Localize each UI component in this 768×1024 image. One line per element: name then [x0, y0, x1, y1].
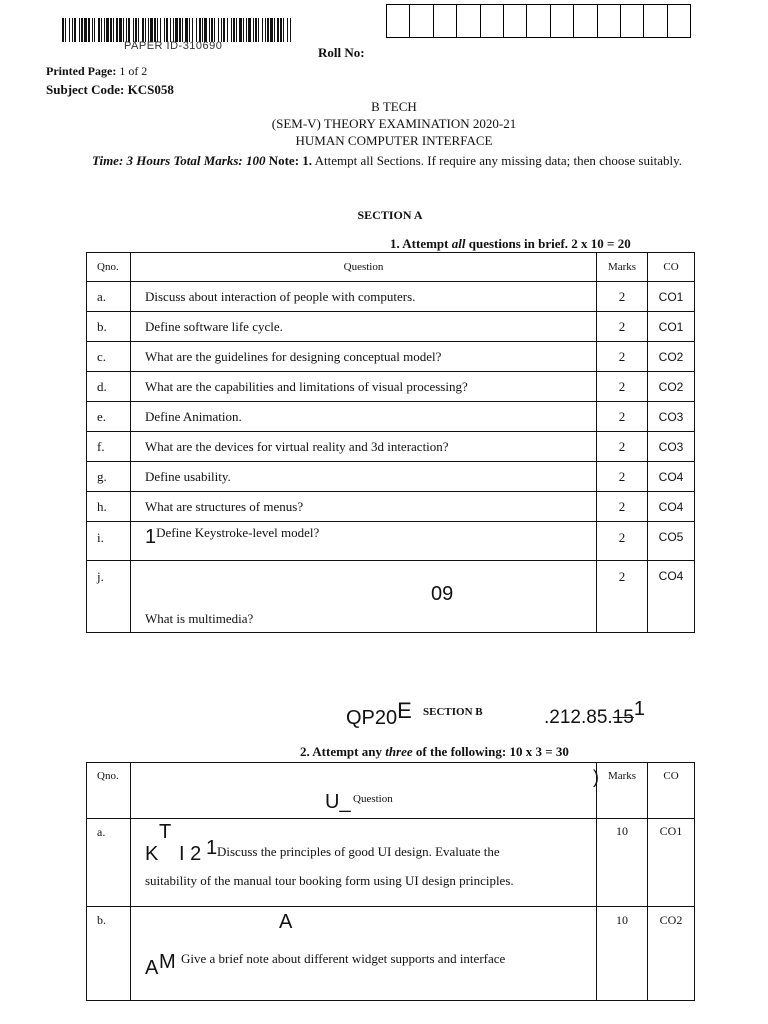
row-marks: 10: [597, 819, 648, 907]
noise-am-a: A: [145, 957, 159, 979]
table-header-row: [87, 763, 695, 819]
header-qno: Qno.: [87, 763, 131, 819]
barcode: [62, 18, 292, 42]
noise-ip: .212.85.151: [544, 698, 645, 728]
table-header-row: [87, 253, 695, 282]
roll-no-box[interactable]: [527, 4, 550, 38]
row-co: CO2: [648, 907, 695, 1001]
noise-09: 09: [431, 583, 454, 605]
header-marks: ) Marks: [597, 763, 648, 819]
note-text: Attempt all Sections. If require any missing data; then choose suitably.: [314, 153, 683, 168]
noise-qp20: QP20E: [346, 698, 412, 729]
table-row: [87, 462, 695, 492]
table-row: [87, 282, 695, 312]
row-marks: 2: [597, 312, 648, 342]
roll-no-box[interactable]: [504, 4, 527, 38]
row-co: CO1: [648, 819, 695, 907]
row-question: [131, 561, 597, 633]
course-title: B TECH: [371, 99, 417, 114]
question-text: What is multimedia?: [145, 611, 254, 626]
row-question: [131, 522, 597, 561]
table-row: [87, 402, 695, 432]
row-question: What are the capabilities and limitations of visual processing?: [131, 372, 597, 402]
table-row: [87, 522, 695, 561]
roll-no-box[interactable]: [387, 4, 410, 38]
subject-title: HUMAN COMPUTER INTERFACE: [295, 133, 493, 148]
row-qno: a.: [87, 819, 131, 907]
row-qno: g.: [87, 462, 131, 492]
noise-u: U_: [325, 791, 351, 813]
row-qno: c.: [87, 342, 131, 372]
noise-sup1: 1: [206, 837, 218, 859]
row-qno: h.: [87, 492, 131, 522]
section-a-table: [86, 252, 695, 633]
row-co: CO5: [648, 522, 695, 561]
header-question: Question: [131, 253, 597, 282]
roll-no-box[interactable]: [644, 4, 667, 38]
row-question: Define software life cycle.: [131, 312, 597, 342]
row-qno: d.: [87, 372, 131, 402]
row-co: CO4: [648, 492, 695, 522]
paper-id: PAPER ID-310690: [124, 40, 223, 52]
noise-a: A: [279, 911, 293, 933]
roll-no-box[interactable]: [551, 4, 574, 38]
roll-no-box[interactable]: [410, 4, 433, 38]
instructions: [92, 149, 682, 173]
roll-no-box[interactable]: [621, 4, 644, 38]
roll-no-boxes[interactable]: [386, 4, 691, 38]
section-b-table: [86, 762, 695, 1001]
row-question: [131, 907, 597, 1001]
header-co: CO: [648, 253, 695, 282]
row-co: CO4: [648, 561, 695, 633]
printed-page-value: 1 of 2: [119, 64, 148, 78]
row-question: What are the guidelines for designing conceptual model?: [131, 342, 597, 372]
roll-no-box[interactable]: [598, 4, 621, 38]
row-marks: 2: [597, 462, 648, 492]
row-question: Discuss about interaction of people with computers.: [131, 282, 597, 312]
row-co: CO2: [648, 372, 695, 402]
noise-t: T: [159, 821, 172, 843]
question-line-1: Give a brief note about different widget supports and interface: [181, 951, 506, 966]
row-qno: e.: [87, 402, 131, 432]
exam-title: (SEM-V) THEORY EXAMINATION 2020-21: [271, 116, 517, 131]
subject-code: Subject Code: KCS058: [46, 82, 174, 97]
noise-k: K: [145, 843, 159, 865]
section-b-instruction: 2. Attempt any three of the following: 10 x 3 = 30: [300, 744, 569, 759]
row-marks: 2: [597, 522, 648, 561]
row-marks: 2: [597, 561, 648, 633]
row-marks: 2: [597, 432, 648, 462]
roll-no-box[interactable]: [457, 4, 480, 38]
row-co: CO3: [648, 402, 695, 432]
header-question-label: Question: [353, 793, 393, 805]
table-row: [87, 432, 695, 462]
row-qno: j.: [87, 561, 131, 633]
row-qno: i.: [87, 522, 131, 561]
note-label: Note: 1.: [268, 153, 313, 168]
row-question: What are the devices for virtual reality and 3d interaction?: [131, 432, 597, 462]
header-marks: Marks: [597, 253, 648, 282]
roll-no-box[interactable]: [574, 4, 597, 38]
section-b-title: SECTION B: [423, 706, 483, 718]
row-marks: 2: [597, 282, 648, 312]
noise-i2: I 2: [179, 843, 202, 865]
row-co: CO3: [648, 432, 695, 462]
row-co: CO1: [648, 282, 695, 312]
row-co: CO1: [648, 312, 695, 342]
roll-no-box[interactable]: [481, 4, 504, 38]
section-a-instruction: 1. Attempt all questions in brief. 2 x 10 = 20: [390, 236, 631, 251]
noise-am-m: M: [159, 951, 176, 973]
section-a-title: SECTION A: [357, 208, 423, 222]
table-row: [87, 312, 695, 342]
table-row: [87, 907, 695, 1001]
row-marks: 2: [597, 342, 648, 372]
time-marks: Time: 3 Hours Total Marks: 100: [92, 153, 266, 168]
noise-prefix: 1: [145, 526, 157, 548]
roll-no-box[interactable]: [668, 4, 691, 38]
header-co: CO: [648, 763, 695, 819]
noise-paren: ): [593, 767, 599, 787]
header-qno: Qno.: [87, 253, 131, 282]
row-co: CO4: [648, 462, 695, 492]
roll-no-label: Roll No:: [318, 45, 365, 60]
question-line-2: suitability of the manual tour booking form using UI design principles.: [145, 873, 514, 888]
row-marks: 2: [597, 402, 648, 432]
table-row: [87, 372, 695, 402]
row-question: What are structures of menus?: [131, 492, 597, 522]
row-co: CO2: [648, 342, 695, 372]
row-question: Define Animation.: [131, 402, 597, 432]
row-qno: b.: [87, 312, 131, 342]
row-qno: b.: [87, 907, 131, 1001]
row-qno: a.: [87, 282, 131, 312]
table-row: [87, 561, 695, 633]
row-marks: 2: [597, 492, 648, 522]
roll-no-box[interactable]: [434, 4, 457, 38]
table-row: [87, 492, 695, 522]
printed-page: [46, 64, 147, 79]
row-question: Define usability.: [131, 462, 597, 492]
table-row: [87, 819, 695, 907]
row-qno: f.: [87, 432, 131, 462]
row-question: [131, 819, 597, 907]
table-row: [87, 342, 695, 372]
question-line-1: Discuss the principles of good UI design. Evaluate the: [217, 844, 500, 859]
question-text: Define Keystroke-level model?: [156, 525, 320, 540]
header-question: [131, 763, 597, 819]
row-marks: 2: [597, 372, 648, 402]
printed-page-label: Printed Page:: [46, 64, 117, 78]
row-marks: 10: [597, 907, 648, 1001]
